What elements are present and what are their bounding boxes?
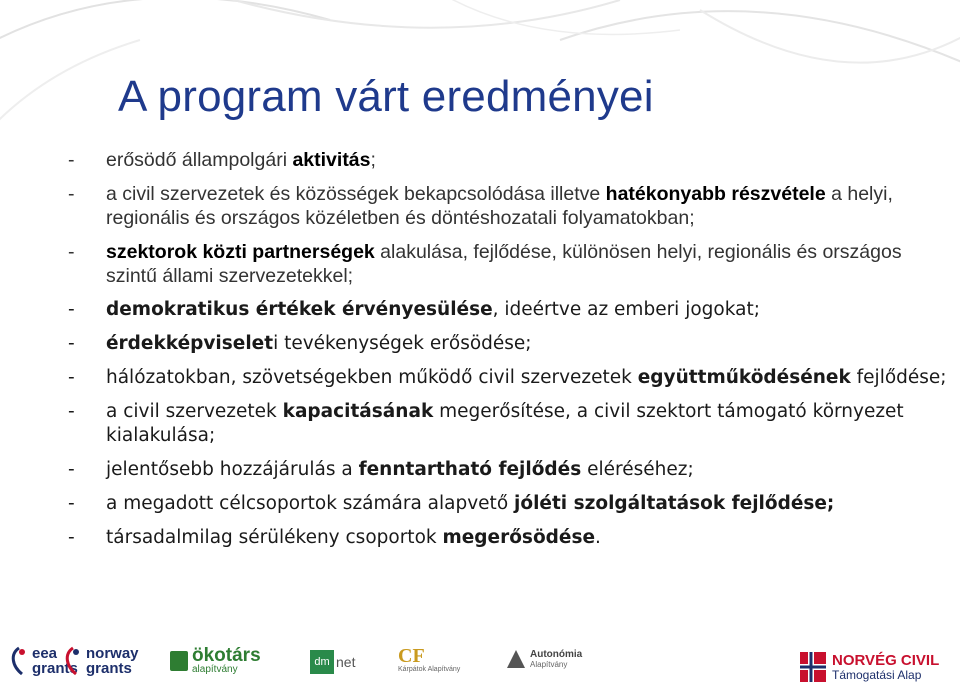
bullet-dash: - <box>68 333 75 354</box>
item-text-run: i tevékenységek erősödése; <box>273 333 532 354</box>
list-item-text <box>106 298 948 322</box>
list-item <box>68 366 948 390</box>
list-item-text <box>106 458 948 482</box>
item-text-run: eléréséhez; <box>581 459 694 480</box>
okotars-logo <box>170 646 261 675</box>
eea-swirl-icon <box>8 644 30 678</box>
list-item-text <box>106 240 948 288</box>
bullet-dash: - <box>68 459 75 480</box>
item-text-run: a civil szervezetek és közösségek bekapcsolódása illetve <box>106 183 606 205</box>
emphasis-text: fenntartható fejlődés <box>358 459 582 480</box>
eea-label: eea <box>32 645 58 662</box>
item-text-run: erősödő állampolgári <box>106 149 293 171</box>
item-text-run: a megadott célcsoportok számára alapvető <box>106 493 515 514</box>
item-text-run: társadalmilag sérülékeny csoportok <box>106 527 443 548</box>
item-text-run: a helyi, regionális és országos közéletben és döntéshozatali folyamatokban; <box>106 183 893 229</box>
demnet-emblem-icon: dm <box>310 650 334 674</box>
norveg-civil-logo <box>800 652 939 682</box>
bullet-dash: - <box>68 183 75 205</box>
list-item <box>68 332 948 356</box>
emphasis-text: együttműködésének <box>637 367 851 388</box>
emphasis-text: kapacitásának <box>282 401 434 422</box>
list-item-text <box>106 400 948 448</box>
cfa-mark: CF <box>398 645 425 667</box>
okotars-name: ökotárs <box>192 645 261 666</box>
item-text-run: fejlődése; <box>850 367 947 388</box>
item-text-run: jelentősebb hozzájárulás a <box>106 459 359 480</box>
list-item-text <box>106 526 948 550</box>
list-item-text <box>106 332 948 356</box>
demnet-logo <box>310 650 355 674</box>
list-item-text <box>106 148 948 172</box>
bullet-dash: - <box>68 299 75 320</box>
bullet-dash: - <box>68 493 75 514</box>
list-item <box>68 492 948 516</box>
list-item <box>68 400 948 448</box>
item-text-run: ; <box>370 149 376 171</box>
bullet-dash: - <box>68 241 75 263</box>
emphasis-text: hatékonyabb részvétele <box>605 183 826 205</box>
item-text-run: megerősítése, a civil szektort támogató környezet kialakulása; <box>106 401 904 446</box>
norveg-flag-icon <box>800 652 826 682</box>
norway-grants-logo <box>62 644 139 678</box>
norway-label: norway <box>86 645 139 662</box>
emphasis-text: jóléti szolgáltatások fejlődése; <box>514 493 835 514</box>
emphasis-text: szektorok közti partnerségek <box>106 241 375 263</box>
grants-label: grants <box>32 660 78 677</box>
list-item <box>68 148 948 172</box>
autonomia-emblem-icon <box>505 648 527 670</box>
list-item-text <box>106 366 948 390</box>
emphasis-text: érdekképviselet <box>106 333 274 354</box>
list-item <box>68 182 948 230</box>
cfa-sub: Kárpátok Alapítvány <box>398 666 461 673</box>
emphasis-text: demokratikus értékek érvényesülése <box>106 299 493 320</box>
okotars-sub: alapítvány <box>192 664 238 675</box>
autonomia-logo <box>505 648 582 670</box>
autonomia-sub: Alapítvány <box>530 660 568 669</box>
bullet-dash: - <box>68 367 75 388</box>
cfa-logo <box>398 646 460 673</box>
item-text-run: hálózatokban, szövetségekben működő civil szervezetek <box>106 367 638 388</box>
list-item-text <box>106 182 948 230</box>
demnet-label: net <box>336 654 356 670</box>
results-list <box>68 148 948 560</box>
item-text-run: a civil szervezetek <box>106 401 283 422</box>
emphasis-text: megerősödése <box>442 527 596 548</box>
item-text-run: . <box>595 527 601 548</box>
norway-grants-label: grants <box>86 660 132 677</box>
logo-footer <box>0 632 960 692</box>
list-item <box>68 526 948 550</box>
bullet-dash: - <box>68 527 75 548</box>
autonomia-name: Autonómia <box>530 649 583 660</box>
list-item <box>68 298 948 322</box>
list-item-text <box>106 492 948 516</box>
list-item <box>68 458 948 482</box>
bullet-dash: - <box>68 149 75 171</box>
list-item <box>68 240 948 288</box>
item-text-run: alakulása, fejlődése, különösen helyi, regionális és országos szintű állami szervezetekkel; <box>106 241 902 287</box>
norveg-civil-name: NORVÉG CIVIL <box>832 651 940 669</box>
emphasis-text: aktivitás <box>292 149 371 171</box>
bullet-dash: - <box>68 401 75 422</box>
item-text-run: , ideértve az emberi jogokat; <box>492 299 760 320</box>
slide-title: A program várt eredményei <box>118 72 654 121</box>
norway-swirl-icon <box>62 644 84 678</box>
okotars-emblem-icon <box>170 651 188 671</box>
tamogatasi-alap-label: Támogatási Alap <box>832 667 922 682</box>
